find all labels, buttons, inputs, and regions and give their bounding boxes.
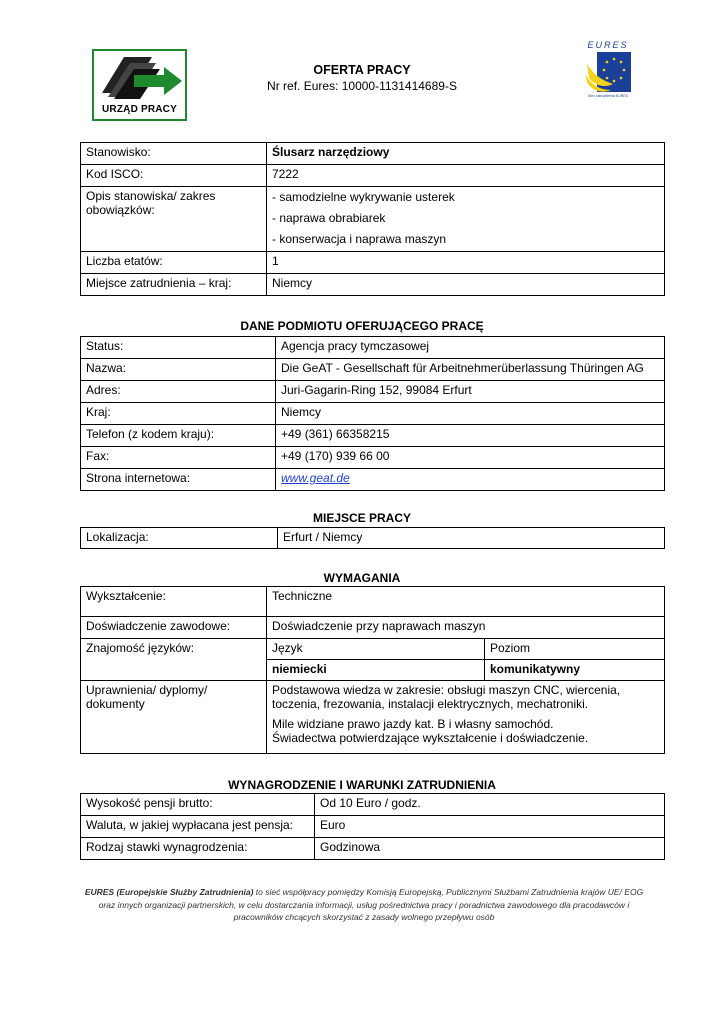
table-row	[81, 381, 665, 403]
salary-label: Wysokość pensji brutto:	[81, 794, 315, 816]
duties-list	[267, 187, 665, 252]
location-value: Erfurt / Niemcy	[278, 528, 665, 549]
employer-heading: DANE PODMIOTU OFERUJĄCEGO PRACĘ	[240, 319, 484, 333]
licenses-note: Mile widziane prawo jazdy kat. B i własny samochód.	[272, 717, 554, 731]
workplace-table	[80, 527, 665, 549]
workplace-heading: MIEJSCE PRACY	[312, 511, 412, 525]
languages-label: Znajomość języków:	[81, 639, 267, 681]
licenses-text: Podstawowa wiedza w zakresie: obsługi maszyn CNC, wiercenia, toczenia, frezowania, instalacji elektrycznych, mechatroniki.	[272, 683, 621, 711]
table-row	[81, 274, 665, 296]
table-row	[81, 359, 665, 381]
table-row	[81, 337, 665, 359]
footer-bold: EURES (Europejskie Służby Zatrudnienia)	[84, 887, 254, 897]
education-label: Wykształcenie:	[81, 587, 267, 617]
table-row	[81, 816, 665, 838]
table-row	[81, 587, 665, 617]
address-value: Juri-Gagarin-Ring 152, 99084 Erfurt	[276, 381, 665, 403]
duties-label: Opis stanowiska/ zakres obowiązków:	[81, 187, 267, 252]
table-row	[81, 469, 665, 491]
duty-item: - samodzielne wykrywanie usterek	[272, 190, 455, 204]
country-value: Niemcy	[267, 274, 665, 296]
table-row	[81, 528, 665, 549]
website-cell	[276, 469, 665, 491]
salary-heading: WYNAGRODZENIE I WARUNKI ZATRUDNIENIA	[228, 778, 496, 792]
website-label: Strona internetowa:	[81, 469, 276, 491]
table-row	[81, 252, 665, 274]
page-title: OFERTA PRACY	[313, 63, 411, 77]
licenses-label: Uprawnienia/ dyplomy/ dokumenty	[81, 681, 267, 754]
address-label: Adres:	[81, 381, 276, 403]
status-value: Agencja pracy tymczasowej	[276, 337, 665, 359]
fax-value: +49 (170) 939 66 00	[276, 447, 665, 469]
experience-label: Doświadczenie zawodowe:	[81, 617, 267, 639]
fax-label: Fax:	[81, 447, 276, 469]
requirements-table	[80, 586, 665, 754]
level-column-header: Poziom	[485, 639, 665, 660]
employer-country-label: Kraj:	[81, 403, 276, 425]
table-row	[81, 681, 665, 754]
level-value: komunikatywny	[485, 660, 665, 681]
isco-label: Kod ISCO:	[81, 165, 267, 187]
table-row	[81, 447, 665, 469]
location-label: Lokalizacja:	[81, 528, 278, 549]
duty-item: - naprawa obrabiarek	[272, 211, 386, 225]
table-row	[81, 838, 665, 860]
table-row	[81, 617, 665, 639]
name-label: Nazwa:	[81, 359, 276, 381]
reference-number: Nr ref. Eures: 10000-1131414689-S	[267, 79, 457, 93]
table-row	[81, 187, 665, 252]
isco-value: 7222	[267, 165, 665, 187]
country-label: Miejsce zatrudnienia – kraj:	[81, 274, 267, 296]
licenses-value	[267, 681, 665, 754]
eures-title: EURES	[587, 40, 629, 50]
position-label: Stanowisko:	[81, 143, 267, 165]
table-row	[81, 403, 665, 425]
salary-table	[80, 793, 665, 860]
rate-type-label: Rodzaj stawki wynagrodzenia:	[81, 838, 315, 860]
currency-value: Euro	[315, 816, 665, 838]
status-label: Status:	[81, 337, 276, 359]
footer-text: to sieć współpracy pomiędzy Komisją Europejską, Publicznymi Służbami Zatrudnienia krajów UE/ EOG oraz innych organizacji partnerskich, w celu dostarczania informacji, usług pośrednictwa pracy i poradnictwa zawodowego dla pracodawców i pracowników chcących skorzystać z zasady wolnego przepływu osób	[98, 887, 644, 922]
name-value: Die GeAT - Gesellschaft für Arbeitnehmerüberlassung Thüringen AG	[276, 359, 665, 381]
currency-label: Waluta, w jakiej wypłacana jest pensja:	[81, 816, 315, 838]
licenses-certificates: Świadectwa potwierdzające wykształcenie i doświadczenie.	[272, 731, 589, 745]
posts-value: 1	[267, 252, 665, 274]
table-row	[81, 425, 665, 447]
position-value: Ślusarz narzędziowy	[267, 143, 665, 165]
job-table	[80, 142, 665, 296]
employer-table	[80, 336, 665, 491]
salary-value: Od 10 Euro / godz.	[315, 794, 665, 816]
requirements-heading: WYMAGANIA	[323, 571, 401, 585]
eures-logo	[583, 40, 633, 106]
table-row	[81, 143, 665, 165]
table-row	[81, 165, 665, 187]
table-row	[81, 794, 665, 816]
duty-item: - konserwacja i naprawa maszyn	[272, 232, 447, 246]
rate-type-value: Godzinowa	[315, 838, 665, 860]
language-column-header: Język	[267, 639, 485, 660]
eures-subtext: Sieć zatrudnienia EURES	[588, 94, 628, 98]
phone-label: Telefon (z kodem kraju):	[81, 425, 276, 447]
employer-country-value: Niemcy	[276, 403, 665, 425]
education-value: Techniczne	[267, 587, 665, 617]
website-link[interactable]: www.geat.de	[281, 471, 350, 485]
phone-value: +49 (361) 66358215	[276, 425, 665, 447]
experience-value: Doświadczenie przy naprawach maszyn	[267, 617, 665, 639]
language-value: niemiecki	[267, 660, 485, 681]
logo-text: URZĄD PRACY	[102, 104, 177, 115]
posts-label: Liczba etatów:	[81, 252, 267, 274]
table-row	[81, 639, 665, 660]
footer-note	[84, 886, 644, 924]
